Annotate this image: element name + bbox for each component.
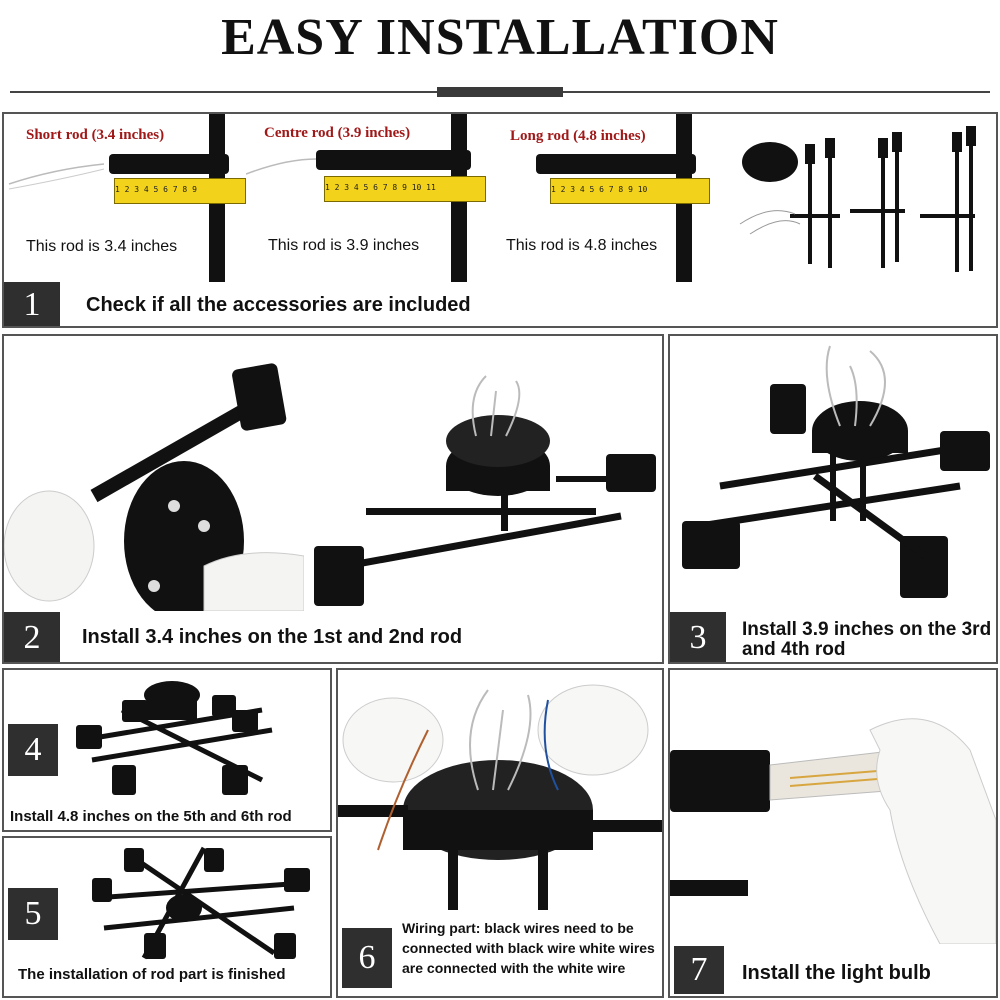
step-6-caption: Wiring part: black wires need to be connected with black wire white wires are connected with the white wire — [402, 920, 655, 976]
short-rod-tape — [114, 178, 246, 204]
tape-markings: 1 2 3 4 5 6 7 8 9 — [115, 185, 197, 194]
step-1-caption: Check if all the accessories are included — [86, 294, 471, 316]
centre-rod-label: Centre rod (3.9 inches) — [264, 125, 411, 141]
step-3-drawing — [670, 336, 996, 611]
step-2-photo-left — [4, 336, 304, 611]
step-1-panel — [2, 112, 998, 328]
accessories-drawing — [710, 114, 998, 282]
centre-rod-text: This rod is 3.9 inches — [268, 237, 420, 254]
step-6-number: 6 — [342, 928, 392, 988]
step-7-number: 7 — [674, 946, 724, 994]
short-rod-photo — [4, 114, 244, 282]
step-3-caption: Install 3.9 inches on the 3rd and 4th rod — [742, 619, 992, 660]
step-2-photo-right — [306, 336, 664, 611]
page-title: EASY INSTALLATION — [221, 9, 779, 66]
tape-markings: 1 2 3 4 5 6 7 8 9 10 — [551, 185, 648, 194]
long-rod-label: Long rod (4.8 inches) — [510, 128, 646, 144]
step-5-number: 5 — [8, 888, 58, 940]
step-7-drawing — [670, 670, 996, 944]
step-6-drawing — [338, 670, 662, 912]
centre-rod-photo — [246, 114, 484, 282]
step-7-panel — [668, 668, 998, 998]
step-3-number: 3 — [670, 612, 726, 664]
step-7-caption: Install the light bulb — [742, 962, 931, 984]
long-rod-text: This rod is 4.8 inches — [506, 237, 658, 254]
short-rod-text: This rod is 3.4 inches — [26, 238, 178, 255]
title-divider-left — [10, 91, 437, 93]
centre-rod-tape — [324, 176, 486, 202]
step-2-caption: Install 3.4 inches on the 1st and 2nd rod — [82, 626, 463, 648]
step-5-caption: The installation of rod part is finished — [18, 966, 286, 983]
accessories-photo — [710, 114, 998, 282]
step-1-number: 1 — [4, 282, 60, 328]
step-4-drawing — [62, 670, 332, 798]
title-divider-right — [563, 91, 990, 93]
short-rod-label: Short rod (3.4 inches) — [26, 127, 165, 143]
step-2-right-drawing — [306, 336, 664, 611]
step-2-panel — [2, 334, 664, 664]
step-4-number: 4 — [8, 724, 58, 776]
long-rod-tape — [550, 178, 710, 204]
step-6-photo — [338, 670, 662, 912]
step-3-photo — [670, 336, 996, 611]
step-2-left-drawing — [4, 336, 304, 611]
step-5-drawing — [74, 838, 330, 962]
step-2-number: 2 — [4, 612, 60, 664]
step-4-panel — [2, 668, 332, 832]
tape-markings: 1 2 3 4 5 6 7 8 9 10 11 — [325, 183, 436, 192]
long-rod-photo — [486, 114, 708, 282]
step-6-panel — [336, 668, 664, 998]
step-3-panel — [668, 334, 998, 664]
step-4-caption: Install 4.8 inches on the 5th and 6th rod — [10, 808, 292, 825]
title-divider-bar — [437, 87, 563, 97]
step-7-photo — [670, 670, 996, 944]
step-5-panel — [2, 836, 332, 998]
